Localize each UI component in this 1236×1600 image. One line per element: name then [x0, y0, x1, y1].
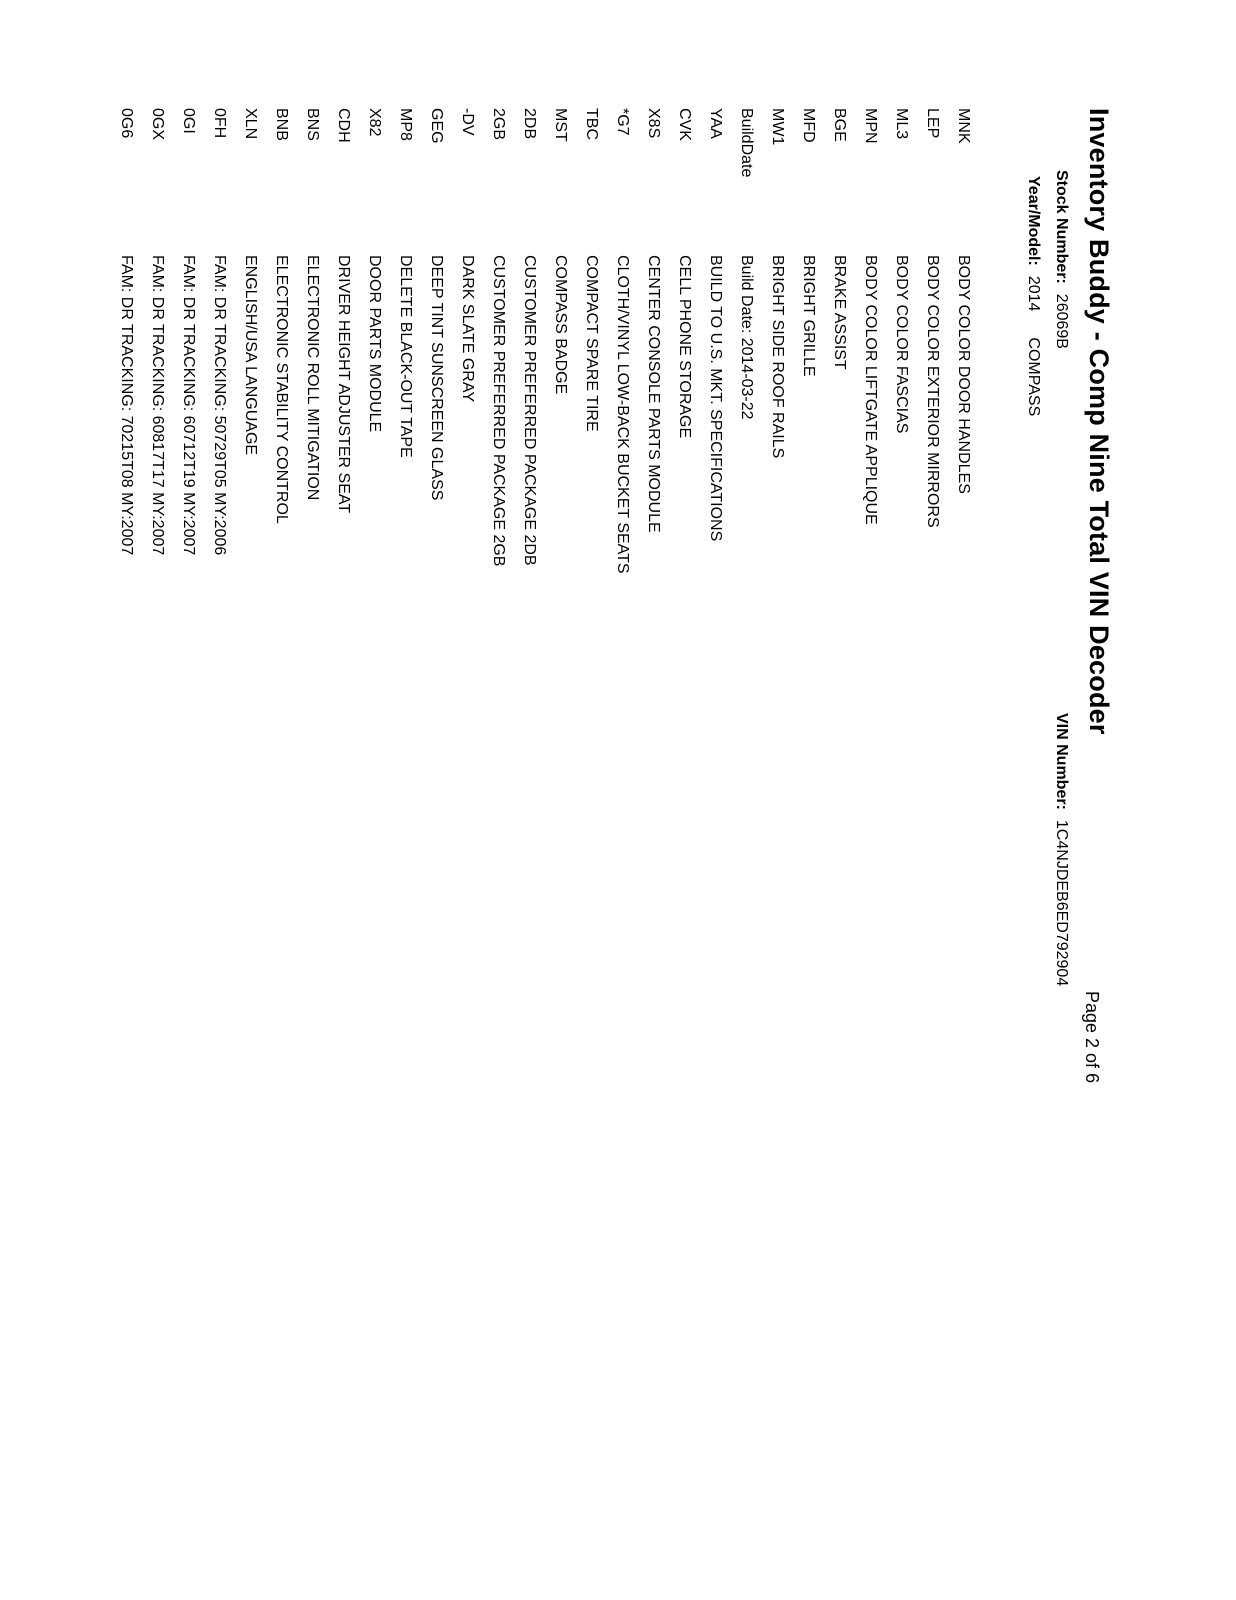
option-description: DARK SLATE GRAY [459, 255, 476, 402]
option-description: CELL PHONE STORAGE [676, 255, 693, 439]
option-row [197, 108, 228, 1008]
option-row [135, 108, 166, 1008]
option-code: LEP [924, 108, 941, 139]
option-description: BODY COLOR FASCIAS [893, 255, 910, 434]
vin-number-label: VIN Number: [1053, 713, 1070, 810]
option-description: DELETE BLACK-OUT TAPE [397, 255, 414, 458]
option-code: MNK [955, 108, 972, 144]
option-row [817, 108, 848, 1008]
option-code: 0FH [211, 108, 228, 139]
option-description: CENTER CONSOLE PARTS MODULE [645, 255, 662, 533]
option-row [228, 108, 259, 1008]
option-description: Build Date: 2014-03-22 [738, 255, 755, 420]
option-code: MST [552, 108, 569, 142]
option-row [290, 108, 321, 1008]
option-row [569, 108, 600, 1008]
option-code: 2GB [490, 108, 507, 141]
option-code: BNB [273, 108, 290, 141]
option-row [693, 108, 724, 1008]
option-code: CDH [335, 108, 352, 143]
option-description: BODY COLOR DOOR HANDLES [955, 255, 972, 494]
option-row [724, 108, 755, 1008]
option-row [445, 108, 476, 1008]
option-row [507, 108, 538, 1008]
model-value: COMPASS [1025, 337, 1042, 417]
option-row [104, 108, 135, 1008]
option-code: BGE [831, 108, 848, 142]
stock-number-label: Stock Number: [1053, 170, 1070, 284]
option-row [910, 108, 941, 1008]
option-code: GEG [428, 108, 445, 144]
option-code: MW1 [769, 108, 786, 146]
option-description: BRIGHT GRILLE [800, 255, 817, 377]
option-description: CUSTOMER PREFERRED PACKAGE 2GB [490, 255, 507, 567]
option-code: BuildDate [738, 108, 755, 178]
year-model [1024, 176, 1042, 416]
page-title: Inventory Buddy - Comp Nine Total VIN Decoder [1084, 108, 1114, 735]
option-description: FAM: DR TRACKING: 70215T08 MY:2007 [118, 255, 135, 556]
option-description: ELECTRONIC ROLL MITIGATION [304, 255, 321, 501]
option-description: BODY COLOR LIFTGATE APPLIQUE [862, 255, 879, 525]
option-code: 0GI [180, 108, 197, 134]
option-row [941, 108, 972, 1008]
option-row [414, 108, 445, 1008]
vin-number-value: 1C4NJDEB6ED792904 [1053, 819, 1070, 987]
vin-number [1052, 713, 1070, 986]
option-row [538, 108, 569, 1008]
option-code: X82 [366, 108, 383, 137]
option-description: FAM: DR TRACKING: 60817T17 MY:2007 [149, 255, 166, 556]
option-row [321, 108, 352, 1008]
option-row [755, 108, 786, 1008]
rotated-page-content [108, 108, 1114, 1548]
option-row [166, 108, 197, 1008]
page-number: Page 2 of 6 [1082, 991, 1102, 1084]
option-description: BODY COLOR EXTERIOR MIRRORS [924, 255, 941, 528]
option-code: MP8 [397, 108, 414, 141]
option-description: CLOTH/VINYL LOW-BACK BUCKET SEATS [614, 255, 631, 574]
option-code: TBC [583, 108, 600, 140]
option-row [848, 108, 879, 1008]
option-row [631, 108, 662, 1008]
option-description: BUILD TO U.S. MKT. SPECIFICATIONS [707, 255, 724, 542]
option-code: 2DB [521, 108, 538, 140]
option-description: COMPASS BADGE [552, 255, 569, 395]
option-row [352, 108, 383, 1008]
option-description: ENGLISH/USA LANGUAGE [242, 255, 259, 456]
year-model-label: Year/Model: [1025, 176, 1042, 266]
option-code: YAA [707, 108, 724, 139]
option-code: *G7 [614, 108, 631, 136]
stock-number-value: 26069B [1053, 293, 1070, 349]
option-row [879, 108, 910, 1008]
option-description: CUSTOMER PREFERRED PACKAGE 2DB [521, 255, 538, 566]
option-row [259, 108, 290, 1008]
option-code: 0G6 [118, 108, 135, 139]
option-row [383, 108, 414, 1008]
option-code: XLN [242, 108, 259, 140]
option-description: BRIGHT SIDE ROOF RAILS [769, 255, 786, 459]
option-row [476, 108, 507, 1008]
option-row [786, 108, 817, 1008]
option-description: ELECTRONIC STABILITY CONTROL [273, 255, 290, 524]
option-code: CVK [676, 108, 693, 141]
option-description: COMPACT SPARE TIRE [583, 255, 600, 432]
option-code: BNS [304, 108, 321, 141]
option-description: FAM: DR TRACKING: 60712T19 MY:2007 [180, 255, 197, 556]
option-description: FAM: DR TRACKING: 50729T05 MY:2006 [211, 255, 228, 556]
option-row [600, 108, 631, 1008]
option-row [662, 108, 693, 1008]
option-code: MFD [800, 108, 817, 143]
option-code: ML3 [893, 108, 910, 140]
option-description: BRAKE ASSIST [831, 255, 848, 370]
option-description: DEEP TINT SUNSCREEN GLASS [428, 255, 445, 501]
options-list [104, 108, 972, 1008]
option-code: 0GX [149, 108, 166, 141]
option-code: -DV [459, 108, 476, 136]
year-value: 2014 [1025, 275, 1042, 312]
option-code: MPN [862, 108, 879, 144]
stock-number [1052, 170, 1070, 349]
option-description: DRIVER HEIGHT ADJUSTER SEAT [335, 255, 352, 514]
option-description: DOOR PARTS MODULE [366, 255, 383, 433]
option-code: X8S [645, 108, 662, 139]
